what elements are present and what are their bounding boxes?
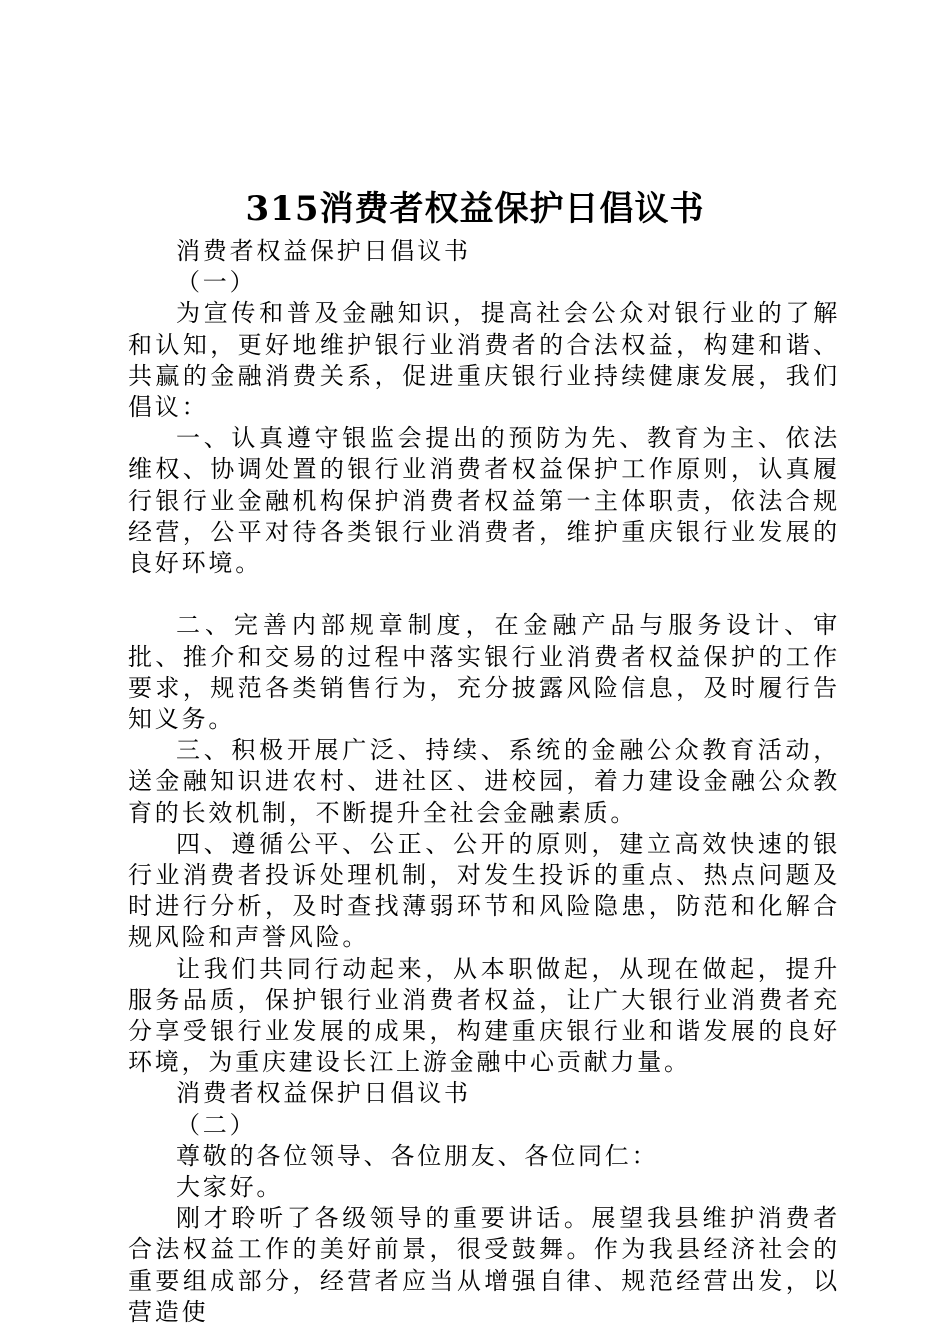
paragraph-intro: 为宣传和普及金融知识，提高社会公众对银行业的了解和认知，更好地维护银行业消费者的合法权益，构建和谐、共赢的金融消费关系，促进重庆银行业持续健康发展，我们倡议：	[128, 299, 840, 422]
section-heading-1: 消费者权益保护日倡议书	[176, 237, 471, 265]
paragraph-speech: 刚才聆听了各级领导的重要讲话。展望我县维护消费者合法权益工作的美好前景，很受鼓舞。作为我县经济社会的重要组成部分，经营者应当从增强自律、规范经营出发，以营造使	[128, 1204, 840, 1326]
paragraph-item-1: 一、认真遵守银监会提出的预防为先、教育为主、依法维权、协调处置的银行业消费者权益保护工作原则，认真履行银行业金融机构保护消费者权益第一主体职责，依法合规经营，公平对待各类银行业消费者，维护重庆银行业发展的良好环境。	[128, 424, 840, 578]
section-number-2: （二）	[176, 1110, 257, 1139]
greeting: 大家好。	[176, 1173, 284, 1202]
document-body	[128, 236, 840, 1328]
section-number-1: （一）	[176, 268, 257, 297]
paragraph-item-4: 四、遵循公平、公正、公开的原则，建立高效快速的银行业消费者投诉处理机制，对发生投诉的重点、热点问题及时进行分析，及时查找薄弱环节和风险隐患，防范和化解合规风险和声誉风险。	[128, 829, 840, 952]
document-title: 315消费者权益保护日倡议书	[245, 189, 705, 229]
paragraph-closing: 让我们共同行动起来，从本职做起，从现在做起，提升服务品质，保护银行业消费者权益，让广大银行业消费者充分享受银行业发展的成果，构建重庆银行业和谐发展的良好环境，为重庆建设长江上游金融中心贡献力量。	[128, 954, 840, 1077]
section-heading-2: 消费者权益保护日倡议书	[176, 1079, 471, 1108]
salutation: 尊敬的各位领导、各位朋友、各位同仁：	[176, 1141, 659, 1170]
paragraph-item-2: 二、完善内部规章制度，在金融产品与服务设计、审批、推介和交易的过程中落实银行业消费者权益保护的工作要求，规范各类销售行为，充分披露风险信息，及时履行告知义务。	[128, 611, 840, 734]
paragraph-item-3: 三、积极开展广泛、持续、系统的金融公众教育活动，送金融知识进农村、进社区、进校园，着力建设金融公众教育的长效机制，不断提升全社会金融素质。	[128, 736, 840, 827]
paragraph-gap	[128, 579, 840, 610]
